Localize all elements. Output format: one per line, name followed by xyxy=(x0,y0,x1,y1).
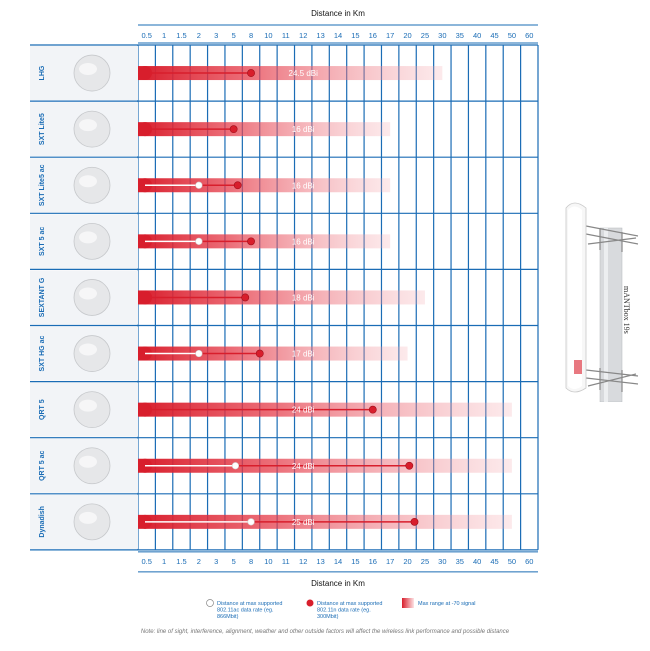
n-distance-point xyxy=(247,238,254,245)
x-tick-bottom: 45 xyxy=(490,556,499,566)
x-tick-top: 14 xyxy=(333,31,343,40)
thumbnail-highlight xyxy=(79,344,97,356)
n-distance-point xyxy=(234,182,241,189)
x-tick-bottom: 14 xyxy=(333,556,343,566)
x-tick-top: 35 xyxy=(455,31,464,40)
ac-distance-point xyxy=(196,182,203,189)
x-tick-bottom: 12 xyxy=(299,556,308,566)
n-distance-point xyxy=(247,69,254,76)
x-tick-top: 20 xyxy=(403,31,412,40)
gain-label: 25 dBi xyxy=(291,517,315,527)
x-tick-bottom: 15 xyxy=(351,556,360,566)
x-tick-top: 11 xyxy=(281,31,290,40)
legend-gradient-text: Max range at -70 signal xyxy=(418,601,476,607)
thumbnail-highlight xyxy=(79,63,97,75)
x-tick-top: 0.5 xyxy=(141,31,152,40)
thumbnail-highlight xyxy=(79,456,97,468)
x-tick-bottom: 2 xyxy=(196,556,201,566)
x-tick-top: 3 xyxy=(214,31,219,40)
chart-title-bottom: Distance in Km xyxy=(311,579,365,588)
gain-label: 16 dBi xyxy=(291,237,315,247)
n-distance-point xyxy=(256,350,263,357)
x-ticks-bottom xyxy=(138,552,538,572)
gain-label: 18 dBi xyxy=(291,293,315,303)
side-product-label: mANTbox 19s xyxy=(622,286,631,334)
x-tick-bottom: 16 xyxy=(368,556,377,566)
x-tick-bottom: 25 xyxy=(420,556,430,566)
x-tick-bottom: 3 xyxy=(214,556,219,566)
x-tick-top: 50 xyxy=(507,31,517,40)
x-tick-bottom: 11 xyxy=(281,556,290,566)
device-name: QRT 5 ac xyxy=(39,450,46,481)
ac-distance-point xyxy=(248,519,255,526)
thumbnail-highlight xyxy=(79,175,97,187)
x-tick-bottom: 17 xyxy=(386,556,395,566)
x-tick-top: 1.5 xyxy=(176,31,187,40)
legend-gradient-swatch xyxy=(402,598,414,608)
n-distance-point xyxy=(230,126,237,133)
x-tick-top: 16 xyxy=(368,31,377,40)
device-name: QRT 5 xyxy=(39,399,46,420)
x-tick-top: 15 xyxy=(351,31,360,40)
ac-distance-point xyxy=(232,462,239,469)
x-tick-bottom: 1.5 xyxy=(176,556,187,566)
legend xyxy=(207,598,476,620)
thumbnail-highlight xyxy=(79,231,97,243)
device-name: Dynadish xyxy=(39,506,46,538)
thumbnail-highlight xyxy=(79,287,97,299)
x-tick-top: 1 xyxy=(162,31,167,40)
gain-label: 24 dBi xyxy=(291,405,315,415)
x-tick-bottom: 1 xyxy=(162,556,167,566)
x-tick-top: 13 xyxy=(316,31,325,40)
x-tick-bottom: 0.5 xyxy=(141,556,152,566)
device-name: SEXTANT G xyxy=(39,277,46,318)
n-distance-point xyxy=(242,294,249,301)
thumbnail-highlight xyxy=(79,119,97,131)
legend-white-text: Distance at max supported 802.11ac data rate (eg. 866Mbit) xyxy=(217,601,283,620)
legend-white-marker xyxy=(207,600,214,607)
x-tick-top: 5 xyxy=(231,31,236,40)
legend-red-text: Distance at max supported 802.11n data rate (eg. 300Mbit) xyxy=(317,601,383,620)
x-tick-top: 12 xyxy=(299,31,308,40)
gain-label: 16 dBi xyxy=(291,181,315,191)
x-tick-bottom: 40 xyxy=(472,556,482,566)
device-labels xyxy=(30,46,138,549)
gain-label: 17 dBi xyxy=(291,349,315,359)
x-tick-bottom: 30 xyxy=(438,556,447,566)
bars xyxy=(138,66,512,529)
x-tick-top: 2 xyxy=(196,31,201,40)
gain-label: 24.5 dBi xyxy=(288,69,318,79)
device-name: SXT Lite5 ac xyxy=(39,164,46,207)
x-tick-top: 25 xyxy=(420,31,430,40)
legend-red-marker xyxy=(307,600,314,607)
thumbnail-highlight xyxy=(79,400,97,412)
x-tick-bottom: 35 xyxy=(455,556,464,566)
gain-label: 16 dBi xyxy=(291,125,315,135)
gain-label: 24 dBi xyxy=(291,461,315,471)
mantbox-antenna xyxy=(556,198,650,402)
device-name: SXT HG ac xyxy=(39,335,46,372)
x-tick-bottom: 5 xyxy=(231,556,236,566)
x-tick-top: 8 xyxy=(248,31,254,40)
x-tick-bottom: 50 xyxy=(507,556,517,566)
x-tick-bottom: 13 xyxy=(316,556,325,566)
x-tick-top: 30 xyxy=(438,31,447,40)
footnote: Note: line of sight, interference, alignment, weather and other outside factors will affect the wireless link performance and possible distance xyxy=(140,629,510,635)
x-tick-top: 17 xyxy=(386,31,395,40)
device-name: LHG xyxy=(39,65,46,81)
device-name: SXT 5 ac xyxy=(39,226,46,256)
n-distance-point xyxy=(411,518,418,525)
x-tick-top: 10 xyxy=(264,31,273,40)
n-distance-point xyxy=(369,406,376,413)
device-name: SXT Lite5 xyxy=(39,113,46,146)
ac-distance-point xyxy=(196,350,203,357)
chart-title-top: Distance in Km xyxy=(311,9,365,18)
x-tick-top: 45 xyxy=(490,31,499,40)
x-tick-bottom: 10 xyxy=(264,556,273,566)
x-ticks-top xyxy=(138,25,538,43)
ac-distance-point xyxy=(196,238,203,245)
x-tick-bottom: 60 xyxy=(525,556,534,566)
x-tick-top: 40 xyxy=(472,31,482,40)
n-distance-point xyxy=(406,462,413,469)
x-tick-bottom: 8 xyxy=(248,556,254,566)
x-tick-top: 60 xyxy=(525,31,534,40)
thumbnail-highlight xyxy=(79,512,97,524)
x-tick-bottom: 20 xyxy=(403,556,412,566)
